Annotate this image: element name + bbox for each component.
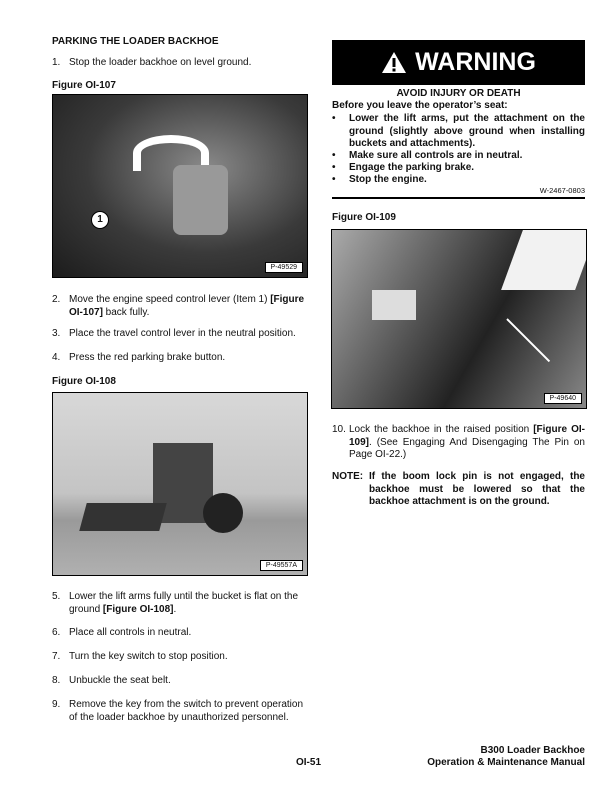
manual-title-line2: Operation & Maintenance Manual xyxy=(427,757,585,768)
note xyxy=(332,471,585,509)
bullet-text: Make sure all controls are in neutral. xyxy=(349,150,523,161)
warning-subtitle: AVOID INJURY OR DEATH xyxy=(396,88,521,99)
figure-108-photo xyxy=(52,392,308,576)
figure-107-photo xyxy=(52,94,308,278)
step-text xyxy=(332,424,585,462)
figure-109-title: Figure OI-109 xyxy=(332,212,396,223)
figure-ref: [Figure OI-108] xyxy=(102,603,174,615)
control-lever xyxy=(173,165,228,235)
text: Move the engine speed control lever (Item 1) xyxy=(69,294,271,305)
warning-triangle-icon xyxy=(381,51,407,74)
divider xyxy=(332,197,585,199)
step-text xyxy=(52,591,308,616)
bullet-text: Lower the lift arms, put the attachment on the ground (slightly above ground when installing buckets and attachments). xyxy=(349,113,585,149)
step-6 xyxy=(52,627,308,640)
step-4 xyxy=(52,352,308,365)
text: back fully. xyxy=(102,306,150,318)
warning-code: W-2467-0803 xyxy=(539,186,585,195)
step-text: Place all controls in neutral. xyxy=(69,627,192,638)
step-text: Stop the loader backhoe on level ground. xyxy=(69,57,252,68)
step-number: 5. xyxy=(52,591,61,602)
page-number: OI-51 xyxy=(296,757,322,768)
photo-id: P-49557A xyxy=(260,560,303,571)
step-text: Remove the key from the switch to prevent operation of the loader backhoe by unauthorized personnel. xyxy=(69,699,304,723)
bullet-text: Engage the parking brake. xyxy=(349,162,475,173)
step-number: 3. xyxy=(52,328,61,339)
step-number: 6. xyxy=(52,627,61,638)
step-2 xyxy=(52,294,308,319)
wheel xyxy=(203,493,243,533)
step-number: 1. xyxy=(52,57,61,68)
figure-ref: [Figure OI-109] xyxy=(349,424,585,448)
step-3 xyxy=(52,328,308,341)
warning-intro: Before you leave the operator’s seat: xyxy=(332,100,508,111)
callout-1: 1 xyxy=(91,211,109,229)
figure-ref: [Figure OI-107] xyxy=(69,294,305,318)
warning-bullet: • Engage the parking brake. xyxy=(332,162,585,175)
figure-107-title: Figure OI-107 xyxy=(52,80,116,91)
section-title: PARKING THE LOADER BACKHOE xyxy=(52,36,219,47)
text: . (See Engaging And Disengaging The Pin on Page OI-22.) xyxy=(349,436,585,460)
manual-title-line1: B300 Loader Backhoe xyxy=(480,745,585,756)
warning-bullet: • Stop the engine. xyxy=(332,174,585,187)
step-number: 8. xyxy=(52,675,61,686)
warning-header xyxy=(332,40,585,85)
note-label: NOTE: xyxy=(332,471,364,482)
arrow-icon xyxy=(506,318,550,362)
figure-109-photo xyxy=(331,229,587,409)
warning-decal xyxy=(372,290,416,320)
backhoe-arm xyxy=(501,230,587,290)
step-9 xyxy=(52,699,308,724)
step-10 xyxy=(332,424,585,462)
step-number: 7. xyxy=(52,651,61,662)
step-text: Press the red parking brake button. xyxy=(69,352,226,363)
manual-title xyxy=(427,745,585,769)
note-text: If the boom lock pin is not engaged, the backhoe must be lowered so that the backhoe attachment is on the ground. xyxy=(369,471,585,507)
step-text xyxy=(52,294,308,319)
text: Lock the backhoe in the raised position xyxy=(349,424,534,435)
bucket xyxy=(79,503,167,531)
text: Lower the lift arms fully until the bucket is flat on the ground xyxy=(69,591,298,615)
bullet-text: Stop the engine. xyxy=(349,174,427,185)
step-number: 10. xyxy=(332,424,346,435)
step-1 xyxy=(52,57,308,70)
warning-title: WARNING xyxy=(415,48,536,76)
photo-id: P-49529 xyxy=(265,262,303,273)
step-7 xyxy=(52,651,308,664)
step-5 xyxy=(52,591,308,616)
step-text: Unbuckle the seat belt. xyxy=(69,675,171,686)
step-number: 4. xyxy=(52,352,61,363)
step-8 xyxy=(52,675,308,688)
warning-bullet: • Lower the lift arms, put the attachment on the ground (slightly above ground when installing buckets and attachments). xyxy=(332,113,585,149)
photo-id: P-49640 xyxy=(544,393,582,404)
step-number: 9. xyxy=(52,699,61,710)
figure-108-title: Figure OI-108 xyxy=(52,376,116,387)
step-number: 2. xyxy=(52,294,61,305)
text: . xyxy=(173,603,177,615)
step-text: Turn the key switch to stop position. xyxy=(69,651,228,662)
step-text: Place the travel control lever in the neutral position. xyxy=(69,328,296,339)
warning-bullet: • Make sure all controls are in neutral. xyxy=(332,150,585,163)
